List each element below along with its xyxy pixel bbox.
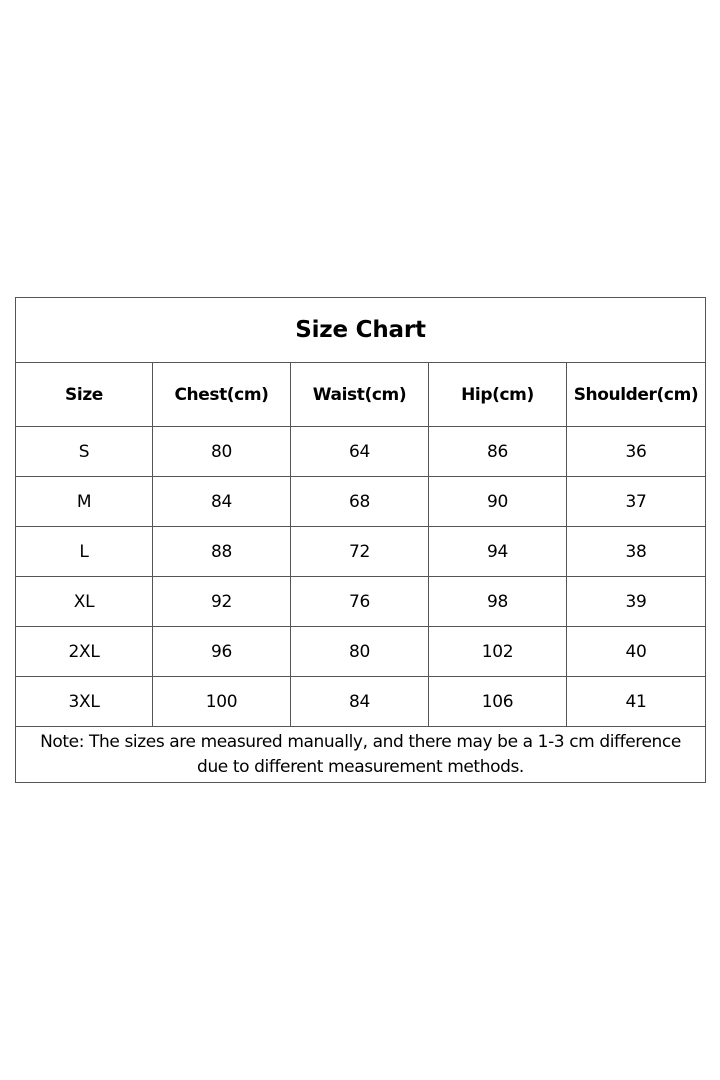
cell-hip: 102 <box>429 627 567 677</box>
cell-waist: 64 <box>291 427 429 477</box>
cell-chest: 96 <box>153 627 291 677</box>
header-row <box>16 363 706 427</box>
cell-hip: 106 <box>429 677 567 727</box>
cell-chest: 100 <box>153 677 291 727</box>
cell-waist: 80 <box>291 627 429 677</box>
cell-chest: 80 <box>153 427 291 477</box>
cell-chest: 88 <box>153 527 291 577</box>
note-row <box>16 727 706 783</box>
cell-shoulder: 39 <box>567 577 706 627</box>
header-hip: Hip(cm) <box>429 363 567 427</box>
table-row <box>16 477 706 527</box>
cell-shoulder: 40 <box>567 627 706 677</box>
cell-size: 3XL <box>16 677 153 727</box>
cell-waist: 72 <box>291 527 429 577</box>
cell-shoulder: 38 <box>567 527 706 577</box>
title-row <box>16 298 706 363</box>
cell-size: XL <box>16 577 153 627</box>
measurement-note: Note: The sizes are measured manually, and there may be a 1-3 cm difference due to different measurement methods. <box>16 727 706 783</box>
cell-shoulder: 37 <box>567 477 706 527</box>
cell-size: 2XL <box>16 627 153 677</box>
cell-chest: 92 <box>153 577 291 627</box>
table-row <box>16 527 706 577</box>
cell-hip: 94 <box>429 527 567 577</box>
header-shoulder: Shoulder(cm) <box>567 363 706 427</box>
cell-hip: 90 <box>429 477 567 527</box>
size-chart-table <box>15 297 706 783</box>
cell-waist: 76 <box>291 577 429 627</box>
cell-hip: 98 <box>429 577 567 627</box>
chart-title: Size Chart <box>16 298 706 363</box>
header-size: Size <box>16 363 153 427</box>
cell-size: M <box>16 477 153 527</box>
cell-shoulder: 41 <box>567 677 706 727</box>
table-row <box>16 577 706 627</box>
table-row <box>16 427 706 477</box>
cell-shoulder: 36 <box>567 427 706 477</box>
cell-waist: 68 <box>291 477 429 527</box>
header-chest: Chest(cm) <box>153 363 291 427</box>
cell-size: L <box>16 527 153 577</box>
cell-chest: 84 <box>153 477 291 527</box>
cell-waist: 84 <box>291 677 429 727</box>
table-row <box>16 627 706 677</box>
cell-size: S <box>16 427 153 477</box>
cell-hip: 86 <box>429 427 567 477</box>
table-row <box>16 677 706 727</box>
header-waist: Waist(cm) <box>291 363 429 427</box>
